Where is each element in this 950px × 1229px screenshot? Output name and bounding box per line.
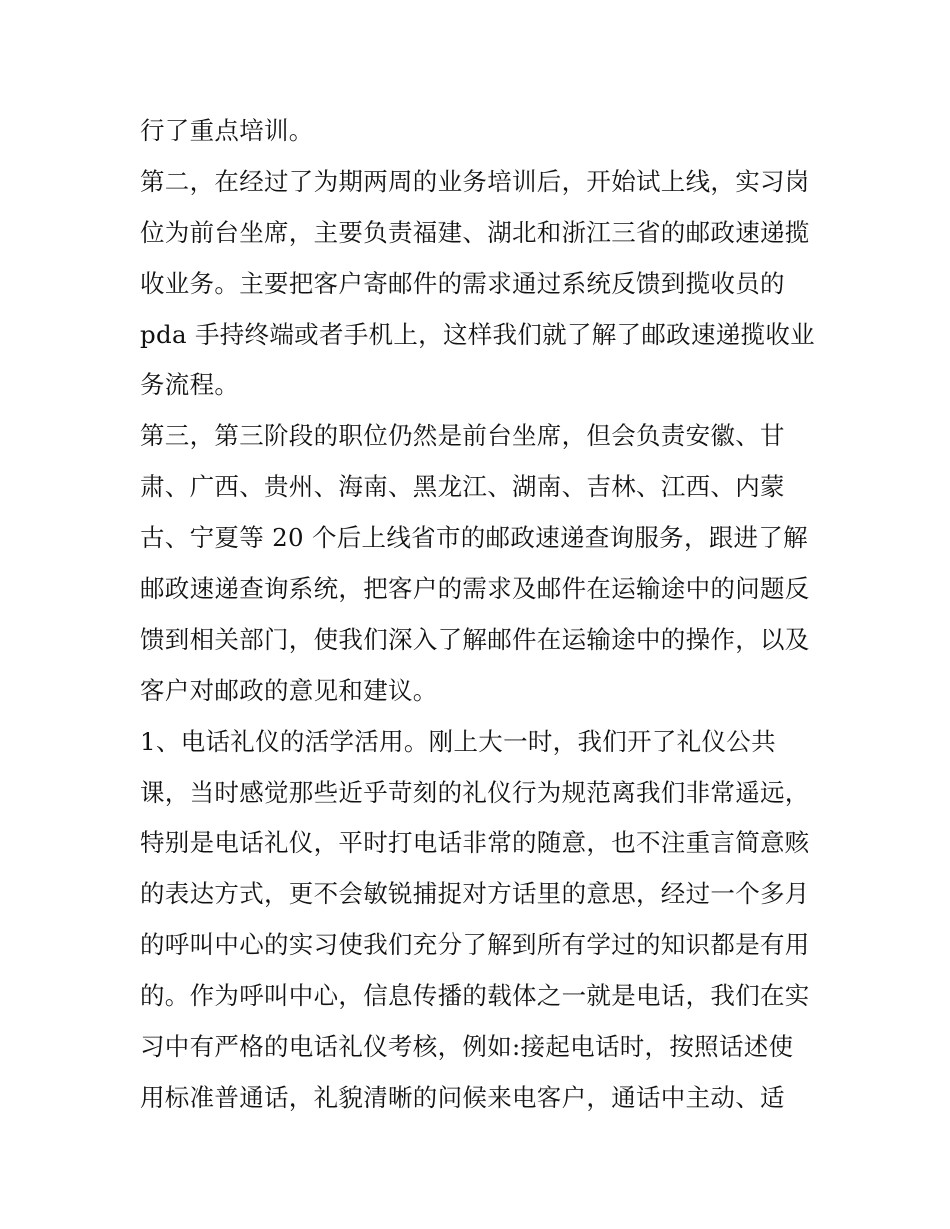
- text-line: 务流程。: [140, 370, 240, 400]
- text-line: 客户对邮政的意见和建议。: [140, 675, 438, 705]
- text-line: pda 手持终端或者手机上，这样我们就了解了邮政速递揽收业: [140, 319, 815, 349]
- text-line: 第二，在经过了为期两周的业务培训后，开始试上线，实习岗: [140, 166, 810, 196]
- text-line: 位为前台坐席，主要负责福建、湖北和浙江三省的邮政速递揽: [140, 217, 810, 247]
- text-line: 邮政速递查询系统，把客户的需求及邮件在运输途中的问题反: [140, 574, 810, 604]
- text-line: 用标准普通话，礼貌清晰的问候来电客户，通话中主动、适: [140, 1082, 785, 1112]
- text-line: 馈到相关部门，使我们深入了解邮件在运输途中的操作，以及: [140, 624, 810, 654]
- text-line: 的呼叫中心的实习使我们充分了解到所有学过的知识都是有用: [140, 930, 810, 960]
- text-line: 1、电话礼仪的活学活用。刚上大一时，我们开了礼仪公共: [140, 726, 776, 756]
- text-line: 收业务。主要把客户寄邮件的需求通过系统反馈到揽收员的: [140, 268, 785, 298]
- text-line: 课，当时感觉那些近乎苛刻的礼仪行为规范离我们非常遥远，: [140, 777, 810, 807]
- text-line: 行了重点培训。: [140, 116, 314, 145]
- text-line: 古、宁夏等 20 个后上线省市的邮政速递查询服务，跟进了解: [140, 523, 808, 553]
- body-text: [140, 106, 820, 1124]
- text-line: 肃、广西、贵州、海南、黑龙江、湖南、吉林、江西、内蒙: [140, 472, 785, 502]
- text-line: 习中有严格的电话礼仪考核，例如:接起电话时，按照话述使: [140, 1032, 794, 1062]
- text-line: 第三，第三阶段的职位仍然是前台坐席，但会负责安徽、甘: [140, 421, 785, 451]
- text-line: 的。作为呼叫中心，信息传播的载体之一就是电话，我们在实: [140, 981, 810, 1011]
- text-line: 特别是电话礼仪，平时打电话非常的随意，也不注重言简意赅: [140, 828, 810, 858]
- text-line: 的表达方式，更不会敏锐捕捉对方话里的意思，经过一个多月: [140, 879, 810, 909]
